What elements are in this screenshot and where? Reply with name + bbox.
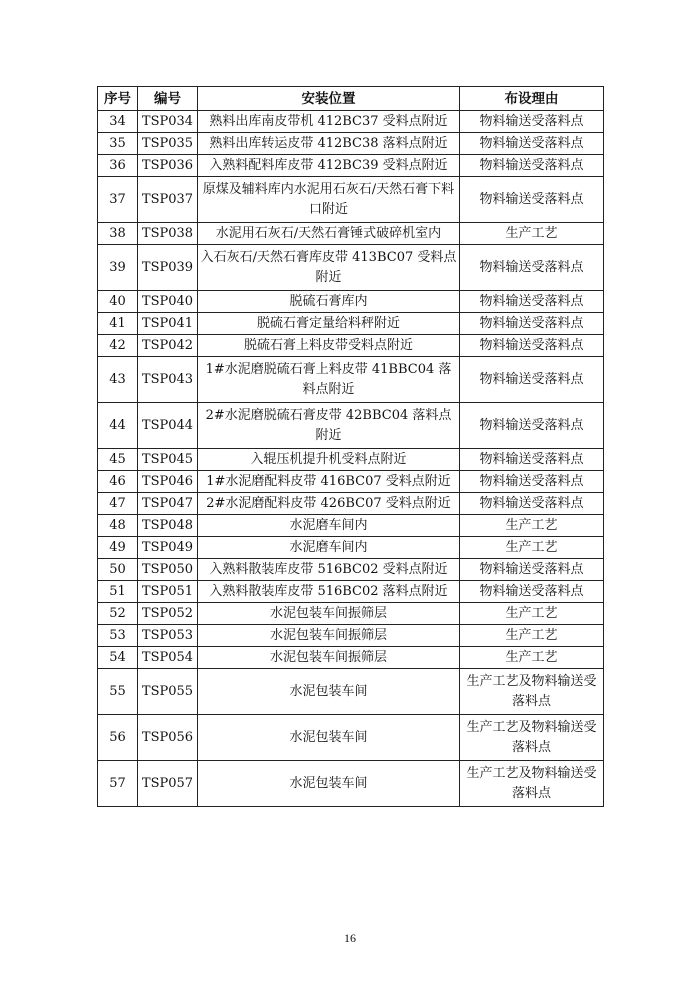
cell-no: 49 xyxy=(98,537,138,559)
cell-no: 53 xyxy=(98,625,138,647)
cell-reason: 生产工艺 xyxy=(460,515,604,537)
table-body xyxy=(98,111,604,807)
cell-code: TSP045 xyxy=(138,449,198,471)
cell-reason: 物料输送受落料点 xyxy=(460,493,604,515)
cell-reason: 生产工艺及物料输送受落料点 xyxy=(460,669,604,715)
cell-reason: 生产工艺 xyxy=(460,603,604,625)
cell-no: 36 xyxy=(98,155,138,177)
cell-code: TSP051 xyxy=(138,581,198,603)
cell-location: 水泥包装车间振筛层 xyxy=(198,603,460,625)
cell-location: 入熟料散装库皮带 516BC02 落料点附近 xyxy=(198,581,460,603)
page-number: 16 xyxy=(344,931,356,945)
cell-location: 入熟料配料库皮带 412BC39 受料点附近 xyxy=(198,155,460,177)
table-row xyxy=(98,403,604,449)
cell-reason: 生产工艺 xyxy=(460,537,604,559)
table-row xyxy=(98,471,604,493)
cell-code: TSP040 xyxy=(138,291,198,313)
cell-reason: 物料输送受落料点 xyxy=(460,155,604,177)
cell-code: TSP037 xyxy=(138,177,198,223)
table-row xyxy=(98,559,604,581)
cell-reason: 物料输送受落料点 xyxy=(460,471,604,493)
cell-no: 48 xyxy=(98,515,138,537)
cell-location: 脱硫石膏库内 xyxy=(198,291,460,313)
table-row xyxy=(98,177,604,223)
cell-code: TSP035 xyxy=(138,133,198,155)
cell-no: 34 xyxy=(98,111,138,133)
header-code: 编号 xyxy=(138,87,198,111)
cell-location: 入熟料散装库皮带 516BC02 受料点附近 xyxy=(198,559,460,581)
table-row xyxy=(98,537,604,559)
cell-code: TSP044 xyxy=(138,403,198,449)
table-row xyxy=(98,515,604,537)
cell-code: TSP034 xyxy=(138,111,198,133)
table-row xyxy=(98,715,604,761)
table-row xyxy=(98,449,604,471)
cell-no: 42 xyxy=(98,335,138,357)
cell-no: 45 xyxy=(98,449,138,471)
cell-location: 水泥用石灰石/天然石膏锤式破碎机室内 xyxy=(198,223,460,245)
table-row xyxy=(98,603,604,625)
cell-location: 水泥包装车间振筛层 xyxy=(198,625,460,647)
cell-reason: 生产工艺及物料输送受落料点 xyxy=(460,715,604,761)
cell-no: 56 xyxy=(98,715,138,761)
cell-code: TSP054 xyxy=(138,647,198,669)
cell-no: 47 xyxy=(98,493,138,515)
cell-reason: 物料输送受落料点 xyxy=(460,111,604,133)
cell-no: 50 xyxy=(98,559,138,581)
cell-reason: 物料输送受落料点 xyxy=(460,581,604,603)
cell-location: 2#水泥磨脱硫石膏皮带 42BBC04 落料点附近 xyxy=(198,403,460,449)
cell-location: 入石灰石/天然石膏库皮带 413BC07 受料点附近 xyxy=(198,245,460,291)
table-row xyxy=(98,335,604,357)
cell-location: 1#水泥磨脱硫石膏上料皮带 41BBC04 落料点附近 xyxy=(198,357,460,403)
cell-location: 熟料出库南皮带机 412BC37 受料点附近 xyxy=(198,111,460,133)
table-row xyxy=(98,223,604,245)
cell-reason: 物料输送受落料点 xyxy=(460,559,604,581)
table-row xyxy=(98,493,604,515)
cell-location: 水泥磨车间内 xyxy=(198,515,460,537)
cell-code: TSP046 xyxy=(138,471,198,493)
cell-location: 水泥磨车间内 xyxy=(198,537,460,559)
cell-no: 39 xyxy=(98,245,138,291)
cell-code: TSP042 xyxy=(138,335,198,357)
cell-reason: 物料输送受落料点 xyxy=(460,133,604,155)
cell-code: TSP047 xyxy=(138,493,198,515)
table-row xyxy=(98,313,604,335)
cell-no: 38 xyxy=(98,223,138,245)
cell-no: 35 xyxy=(98,133,138,155)
cell-code: TSP049 xyxy=(138,537,198,559)
cell-location: 熟料出库转运皮带 412BC38 落料点附近 xyxy=(198,133,460,155)
monitoring-points-table xyxy=(97,86,604,807)
cell-reason: 生产工艺及物料输送受落料点 xyxy=(460,761,604,807)
cell-no: 54 xyxy=(98,647,138,669)
cell-code: TSP056 xyxy=(138,715,198,761)
cell-location: 脱硫石膏定量给料秤附近 xyxy=(198,313,460,335)
table-header-row xyxy=(98,87,604,111)
table-row xyxy=(98,761,604,807)
cell-code: TSP043 xyxy=(138,357,198,403)
cell-no: 37 xyxy=(98,177,138,223)
header-no: 序号 xyxy=(98,87,138,111)
cell-location: 水泥包装车间 xyxy=(198,761,460,807)
cell-no: 40 xyxy=(98,291,138,313)
cell-reason: 物料输送受落料点 xyxy=(460,177,604,223)
cell-reason: 物料输送受落料点 xyxy=(460,449,604,471)
cell-location: 水泥包装车间振筛层 xyxy=(198,647,460,669)
cell-location: 入辊压机提升机受料点附近 xyxy=(198,449,460,471)
table-row xyxy=(98,291,604,313)
cell-reason: 生产工艺 xyxy=(460,647,604,669)
cell-code: TSP052 xyxy=(138,603,198,625)
cell-location: 1#水泥磨配料皮带 416BC07 受料点附近 xyxy=(198,471,460,493)
cell-reason: 物料输送受落料点 xyxy=(460,335,604,357)
cell-no: 44 xyxy=(98,403,138,449)
cell-reason: 生产工艺 xyxy=(460,223,604,245)
cell-location: 2#水泥磨配料皮带 426BC07 受料点附近 xyxy=(198,493,460,515)
cell-location: 脱硫石膏上料皮带受料点附近 xyxy=(198,335,460,357)
cell-no: 46 xyxy=(98,471,138,493)
cell-reason: 物料输送受落料点 xyxy=(460,357,604,403)
cell-no: 41 xyxy=(98,313,138,335)
cell-location: 水泥包装车间 xyxy=(198,715,460,761)
cell-code: TSP036 xyxy=(138,155,198,177)
header-reason: 布设理由 xyxy=(460,87,604,111)
cell-code: TSP038 xyxy=(138,223,198,245)
cell-code: TSP039 xyxy=(138,245,198,291)
cell-no: 51 xyxy=(98,581,138,603)
cell-reason: 物料输送受落料点 xyxy=(460,403,604,449)
cell-reason: 物料输送受落料点 xyxy=(460,291,604,313)
table-row xyxy=(98,245,604,291)
table-row xyxy=(98,155,604,177)
cell-code: TSP057 xyxy=(138,761,198,807)
cell-location: 原煤及辅料库内水泥用石灰石/天然石膏下料口附近 xyxy=(198,177,460,223)
cell-no: 52 xyxy=(98,603,138,625)
cell-reason: 生产工艺 xyxy=(460,625,604,647)
cell-no: 43 xyxy=(98,357,138,403)
monitoring-points-table-container xyxy=(97,86,603,807)
cell-no: 55 xyxy=(98,669,138,715)
table-row xyxy=(98,669,604,715)
table-row xyxy=(98,357,604,403)
table-row xyxy=(98,133,604,155)
cell-reason: 物料输送受落料点 xyxy=(460,245,604,291)
header-location: 安装位置 xyxy=(198,87,460,111)
cell-code: TSP041 xyxy=(138,313,198,335)
cell-code: TSP053 xyxy=(138,625,198,647)
cell-reason: 物料输送受落料点 xyxy=(460,313,604,335)
cell-no: 57 xyxy=(98,761,138,807)
cell-code: TSP055 xyxy=(138,669,198,715)
table-row xyxy=(98,581,604,603)
cell-code: TSP048 xyxy=(138,515,198,537)
table-row xyxy=(98,647,604,669)
cell-code: TSP050 xyxy=(138,559,198,581)
cell-location: 水泥包装车间 xyxy=(198,669,460,715)
table-row xyxy=(98,625,604,647)
table-row xyxy=(98,111,604,133)
